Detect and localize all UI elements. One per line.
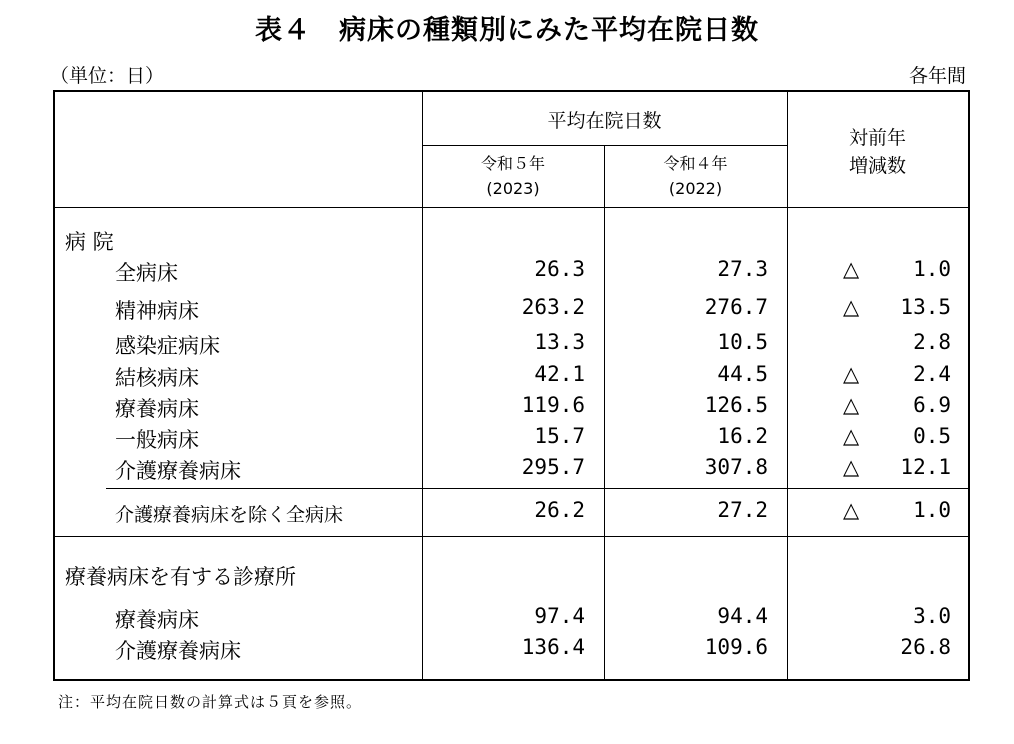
header-change-line2: 増減数 [848,155,906,177]
value-2022: 27.3 [717,257,768,281]
value-2023: 15.7 [534,424,585,448]
value-2023: 26.2 [534,498,585,522]
decrease-mark: △ [843,424,860,448]
change-value: 1.0 [913,498,951,522]
row-label: 療養病床 [115,608,199,632]
border-top [53,90,970,92]
excl-row-top [106,488,970,489]
decrease-mark: △ [843,498,860,522]
value-2023: 26.3 [534,257,585,281]
header-2023-era: 令和５年 [480,154,545,173]
value-2022: 10.5 [717,330,768,354]
header-split [422,145,787,146]
section-clinic: 療養病床を有する診療所 [65,565,296,589]
value-2023: 119.6 [521,393,585,417]
row-label: 感染症病床 [115,334,220,358]
row-label: 介護療養病床 [115,459,241,483]
change-value: 2.4 [913,362,951,386]
decrease-mark: △ [843,393,860,417]
header-change-line1: 対前年 [848,127,906,149]
header-avg-days: 平均在院日数 [547,110,662,132]
row-label: 精神病床 [115,299,199,323]
value-2023: 263.2 [521,295,585,319]
change-value: 2.8 [913,330,951,354]
decrease-mark: △ [843,257,860,281]
clinic-section-top [53,536,970,537]
period-label: 各年間 [908,65,966,87]
change-value: 12.1 [900,455,951,479]
value-2022: 16.2 [717,424,768,448]
value-2022: 27.2 [717,498,768,522]
value-2023: 13.3 [534,330,585,354]
change-value: 6.9 [913,393,951,417]
decrease-mark: △ [843,295,860,319]
data-table [53,90,970,681]
change-value: 0.5 [913,424,951,448]
value-2023: 42.1 [534,362,585,386]
value-2022: 307.8 [704,455,768,479]
row-label: 全病床 [115,261,178,285]
value-2022: 44.5 [717,362,768,386]
value-2023: 136.4 [521,635,585,659]
unit-label: （単位：日） [50,65,165,87]
value-2023: 97.4 [534,604,585,628]
change-value: 26.8 [900,635,951,659]
value-2022: 276.7 [704,295,768,319]
row-label: 結核病床 [115,366,199,390]
footnote: 注：平均在院日数の計算式は５頁を参照。 [58,693,363,711]
border-left [53,90,55,681]
decrease-mark: △ [843,455,860,479]
change-value: 1.0 [913,257,951,281]
header-2022-year: (2022) [668,179,723,198]
value-2023: 295.7 [521,455,585,479]
row-label: 介護療養病床 [115,639,241,663]
value-2022: 109.6 [704,635,768,659]
section-hospital: 病 院 [65,230,114,254]
value-2022: 126.5 [704,393,768,417]
header-bottom [53,207,970,208]
change-value: 13.5 [900,295,951,319]
header-2023-year: (2023) [486,179,540,198]
table-title: 表４ 病床の種類別にみた平均在院日数 [255,15,759,46]
row-label: 一般病床 [115,428,199,452]
decrease-mark: △ [843,362,860,386]
row-label: 療養病床 [115,397,199,421]
border-right [968,90,970,681]
value-2022: 94.4 [717,604,768,628]
header-2022-era: 令和４年 [663,154,728,173]
excl-row-label: 介護療養病床を除く全病床 [115,504,344,526]
change-value: 3.0 [913,604,951,628]
border-bottom [53,679,970,681]
